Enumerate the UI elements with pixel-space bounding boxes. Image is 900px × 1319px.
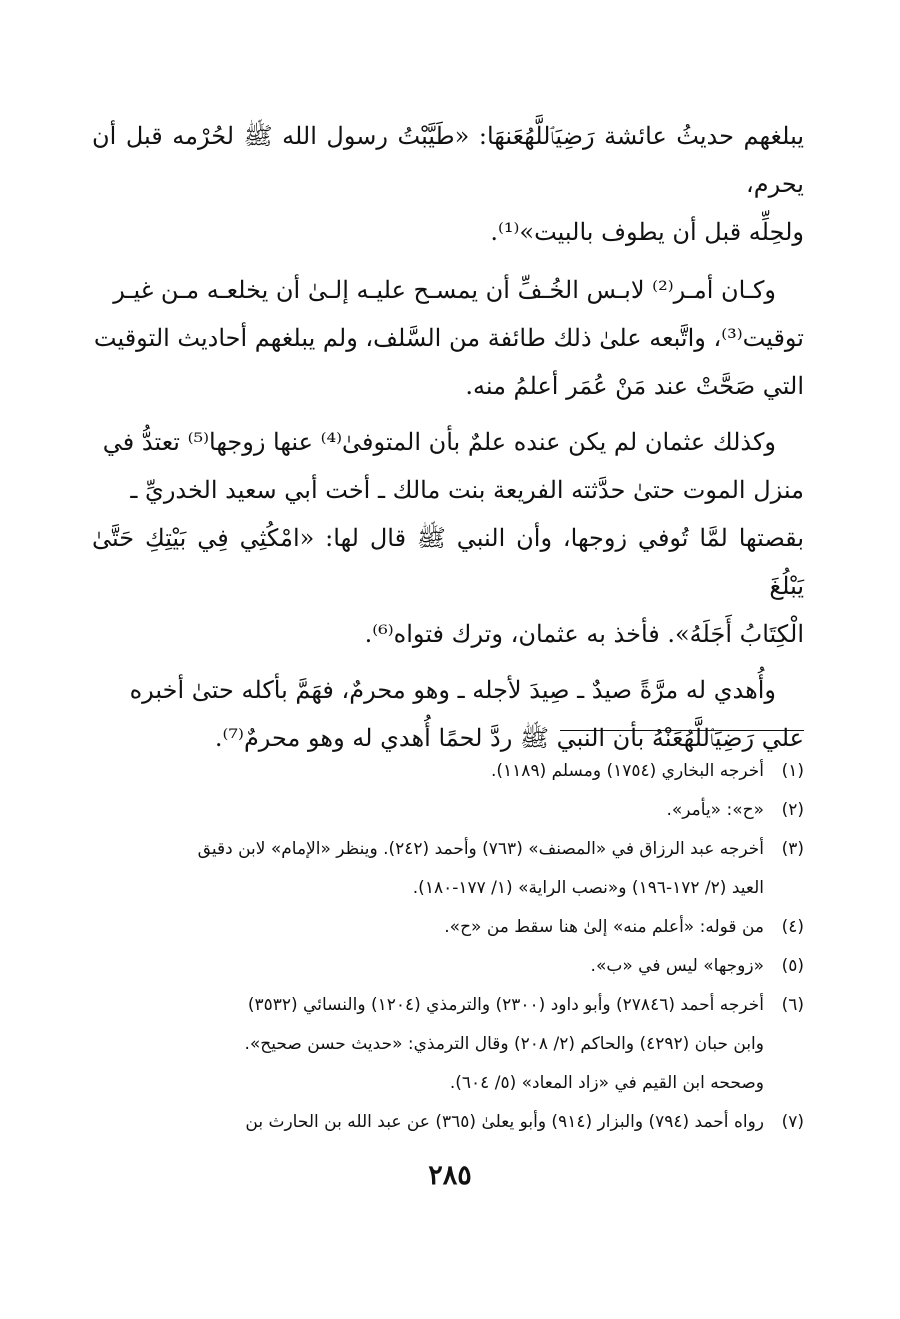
text-line: ولحِلِّه قبل أن يطوف بالبيت»⁽¹⁾. (490, 218, 804, 246)
text-line: توقيت⁽³⁾، واتَّبعه علىٰ ذلك طائفة من السَّلف، ولم يبلغهم أحاديث التوقيت (93, 324, 804, 352)
text-line: منزل الموت حتىٰ حدَّثته الفريعة بنت مالك ـ أخت أبي سعيد الخدريِّ ـ (130, 476, 804, 504)
footnote-2 (92, 791, 804, 830)
main-text (92, 112, 804, 770)
footnote-line: أخرجه البخاري (١٧٥٤) ومسلم (١١٨٩). (491, 761, 764, 781)
text-line: وكذلك عثمان لم يكن عنده علمٌ بأن المتوفىٰ⁽⁴⁾ عنها زوجها⁽⁵⁾ تعتدُّ في (102, 428, 776, 456)
footnote-text (92, 830, 764, 908)
footnote-number: (٣) (781, 839, 804, 859)
text-line: التي صَحَّتْ عند مَنْ عُمَر أعلمُ منه. (465, 372, 804, 400)
text-line: يبلغهم حديثُ عائشة رَضِيَٱللَّهُعَنهَا: «طَيَّبْتُ رسول الله ﷺ لحُرْمه قبل أن يحرم، (92, 122, 804, 198)
paragraph-2 (92, 266, 804, 410)
footnote-line: أخرجه عبد الرزاق في «المصنف» (٧٦٣) وأحمد (٢٤٢). وينظر «الإمام» لابن دقيق (197, 839, 764, 859)
text-line: وكـان أمـر⁽²⁾ لابـس الخُـفِّ أن يمسـح عليـه إلـىٰ أن يخلعـه مـن غيـر (113, 276, 776, 304)
footnote-divider (560, 730, 804, 731)
page-number: ٢٨٥ (428, 1160, 472, 1191)
footnote-number: (٧) (781, 1112, 804, 1132)
footnote-line: وابن حبان (٤٢٩٢) والحاكم (٢/ ٢٠٨) وقال الترمذي: «حديث حسن صحيح». (244, 1034, 764, 1054)
footnote-6 (92, 986, 804, 1103)
footnote-number: (٤) (781, 917, 804, 937)
text-line: الْكِتَابُ أَجَلَهُ». فأخذ به عثمان، وترك فتواه⁽⁶⁾. (364, 620, 804, 648)
footnote-text (92, 947, 764, 986)
text-line: وأُهدي له مرَّةً صيدٌ ـ صِيدَ لأجله ـ وهو محرمٌ، فهَمَّ بأكله حتىٰ أخبره (129, 676, 776, 704)
footnote-4 (92, 908, 804, 947)
footnote-3 (92, 830, 804, 908)
footnote-number: (١) (781, 761, 804, 781)
footnote-text (92, 1103, 764, 1142)
footnote-number: (٢) (781, 800, 804, 820)
footnote-line: من قوله: «أعلم منه» إلىٰ هنا سقط من «ح». (444, 917, 764, 937)
text-line: بقصتها لمَّا تُوفي زوجها، وأن النبي ﷺ قال لها: «امْكُثِي فِي بَيْتِكِ حَتَّىٰ يَبْلُغَ (92, 524, 804, 600)
footnote-line: أخرجه أحمد (٢٧٨٤٦) وأبو داود (٢٣٠٠) والترمذي (١٢٠٤) والنسائي (٣٥٣٢) (247, 995, 764, 1015)
footnote-line: العيد (٢/ ١٧٢-١٩٦) و«نصب الراية» (١/ ١٧٧-١٨٠). (412, 878, 764, 898)
footnote-line: «زوجها» ليس في «ب». (590, 956, 764, 976)
text-line: علي رَضِيَٱللَّهُعَنْهُ بأن النبي ﷺ ردَّ لحمًا أُهدي له وهو محرمٌ⁽⁷⁾. (214, 724, 804, 752)
footnote-line: رواه أحمد (٧٩٤) والبزار (٩١٤) وأبو يعلىٰ (٣٦٥) عن عبد الله بن الحارث بن (245, 1112, 764, 1132)
paragraph-1 (92, 112, 804, 256)
footnotes (92, 752, 804, 1142)
footnote-number: (٥) (781, 956, 804, 976)
paragraph-3 (92, 418, 804, 658)
footnote-text (92, 908, 764, 947)
footnote-line: «ح»: «يأمر». (666, 800, 764, 820)
footnote-5 (92, 947, 804, 986)
paragraph-4 (92, 666, 804, 762)
footnote-1 (92, 752, 804, 791)
footnote-text (92, 986, 764, 1103)
footnote-text (92, 791, 764, 830)
footnote-number: (٦) (781, 995, 804, 1015)
footnote-line: وصححه ابن القيم في «زاد المعاد» (٥/ ٦٠٤). (449, 1073, 764, 1093)
footnote-text (92, 752, 764, 791)
footnote-7 (92, 1103, 804, 1142)
